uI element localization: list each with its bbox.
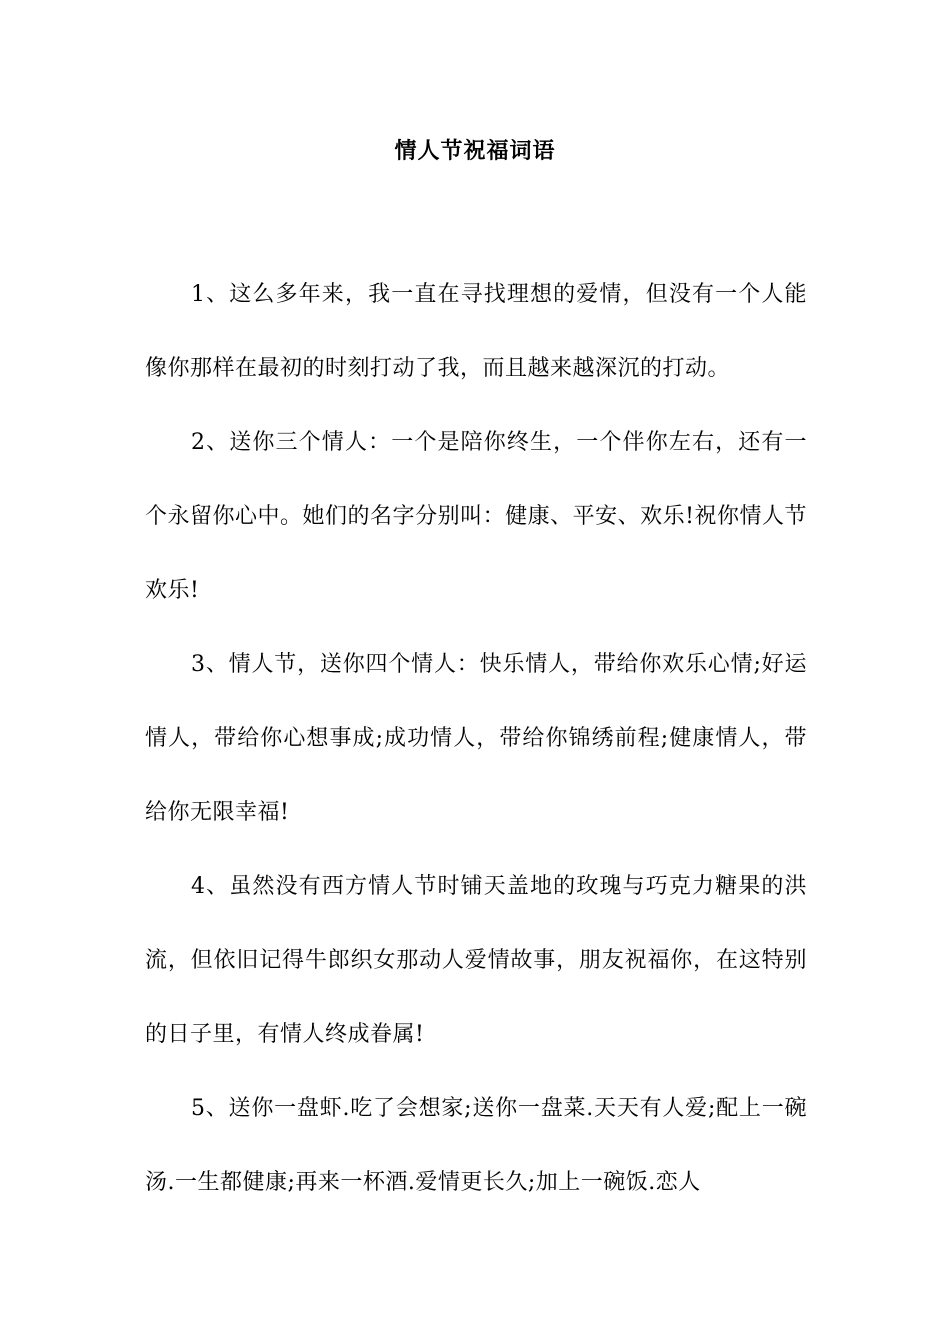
document-body — [145, 258, 807, 1220]
paragraph-1: 1、这么多年来，我一直在寻找理想的爱情，但没有一个人能像你那样在最初的时刻打动了我，而且越来越深沉的打动。 — [145, 282, 807, 381]
paragraph-4: 4、虽然没有西方情人节时铺天盖地的玫瑰与巧克力糖果的洪流，但依旧记得牛郎织女那动人爱情故事，朋友祝福你，在这特别的日子里，有情人终成眷属! — [145, 874, 807, 1047]
paragraph-5: 5、送你一盘虾.吃了会想家;送你一盘菜.天天有人爱;配上一碗汤.一生都健康;再来一杯酒.爱情更长久;加上一碗饭.恋人 — [145, 1096, 807, 1195]
paragraph-2: 2、送你三个情人：一个是陪你终生，一个伴你左右，还有一个永留你心中。她们的名字分别叫：健康、平安、欢乐!祝你情人节欢乐! — [145, 430, 807, 603]
page-title: 情人节祝福词语 — [394, 139, 556, 164]
paragraph-3: 3、情人节，送你四个情人：快乐情人，带给你欢乐心情;好运情人，带给你心想事成;成功情人，带给你锦绣前程;健康情人，带给你无限幸福! — [145, 652, 807, 825]
